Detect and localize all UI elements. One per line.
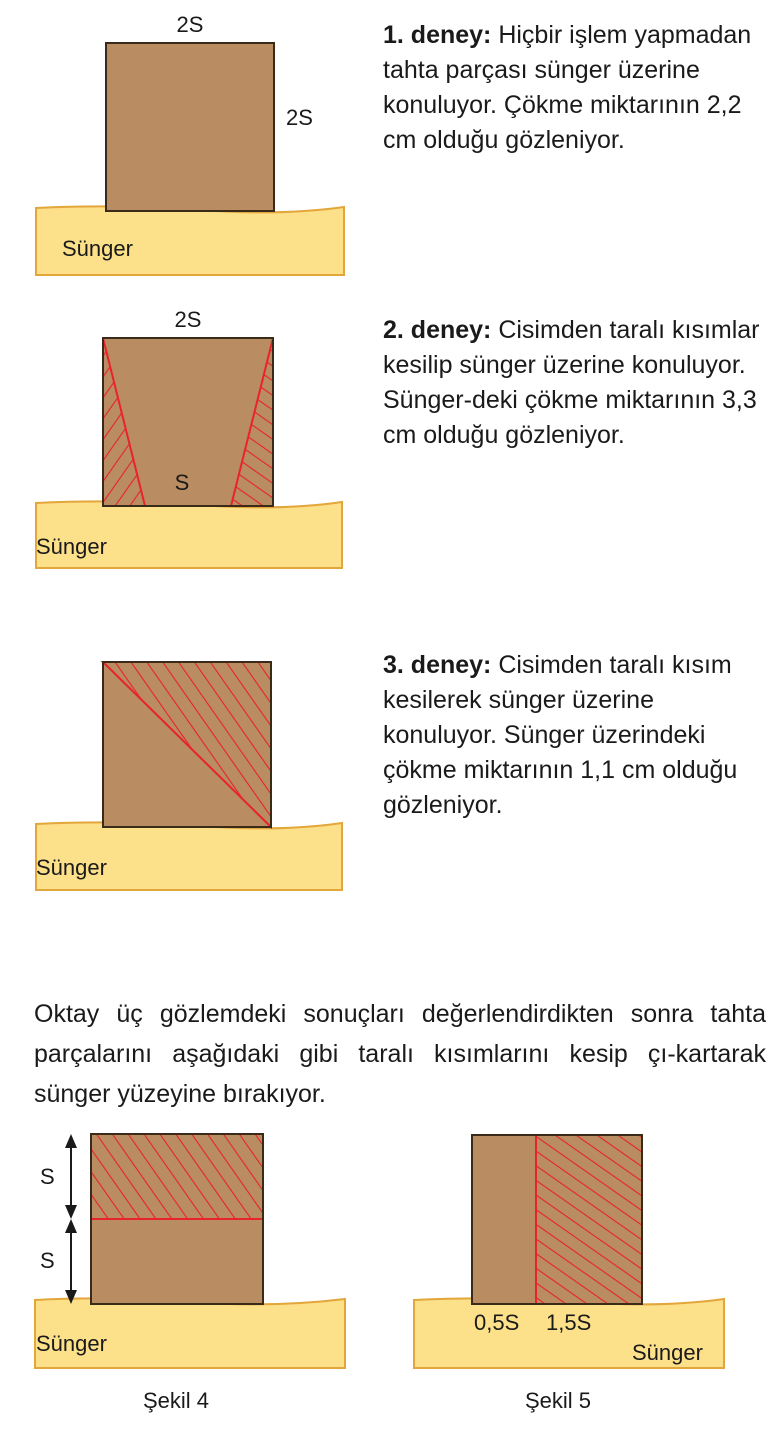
- experiment-2-title: 2. deney:: [383, 316, 492, 344]
- figure-5: [414, 1135, 724, 1413]
- label-side-2s-1: 2S: [286, 105, 313, 130]
- experiment-1-title: 1. deney:: [383, 21, 492, 49]
- summary-paragraph: Oktay üç gözlemdeki sonuçları değerlendirdikten sonra tahta parçalarını aşağıdaki gibi taralı kısımlarını kesip çı-kartarak sünger yüzeyine bırakıyor.: [34, 1000, 766, 1108]
- caption-figure-4: Şekil 4: [142, 1388, 210, 1413]
- sponge-label-2: Sünger: [36, 534, 107, 559]
- experiment-3-text: [383, 648, 768, 823]
- experiment-1-text: [383, 18, 768, 158]
- sponge-label-1: Sünger: [62, 236, 133, 261]
- sponge-label-4: Sünger: [36, 1331, 107, 1356]
- experiment-3-description: Cisimden taralı kısım kesilerek sünger üzerine konuluyor. Sünger üzerindeki çökme miktarının 1,1 cm olduğu gözleniyor.: [383, 651, 738, 819]
- hatched-top-4: [91, 1134, 263, 1219]
- sponge-label-3: Sünger: [36, 855, 107, 880]
- label-s-upper-4: S: [40, 1164, 55, 1189]
- label-top-2s-2: 2S: [174, 307, 202, 332]
- wood-block-1: [106, 43, 274, 211]
- label-top-2s-1: 2S: [176, 12, 204, 37]
- experiment-3-title: 3. deney:: [383, 651, 492, 679]
- hatched-right-5: [536, 1135, 642, 1304]
- experiment-2-text: [383, 313, 768, 453]
- label-right-width-5: 1,5S: [546, 1310, 592, 1335]
- label-left-width-5: 0,5S: [474, 1310, 520, 1335]
- experiment-3-figure: [36, 662, 342, 890]
- experiment-2-figure: [36, 307, 342, 568]
- sponge-label-5: Sünger: [632, 1340, 703, 1365]
- label-s-lower-4: S: [40, 1248, 55, 1273]
- experiment-1-figure: [36, 12, 344, 275]
- figure-4: [35, 1134, 345, 1413]
- experiment-2-description: Cisimden taralı kısımlar kesilip sünger üzerine konuluyor. Sünger-deki çökme miktarının 3,3 cm olduğu gözleniyor.: [383, 316, 760, 449]
- experiment-1-description: Hiçbir işlem yapmadan tahta parçası sünger üzerine konuluyor. Çökme miktarının 2,2 cm olduğu gözleniyor.: [383, 21, 752, 154]
- caption-figure-5: Şekil 5: [524, 1388, 592, 1413]
- dimension-arrows-4: [65, 1134, 77, 1304]
- label-bottom-s-2: S: [174, 470, 190, 495]
